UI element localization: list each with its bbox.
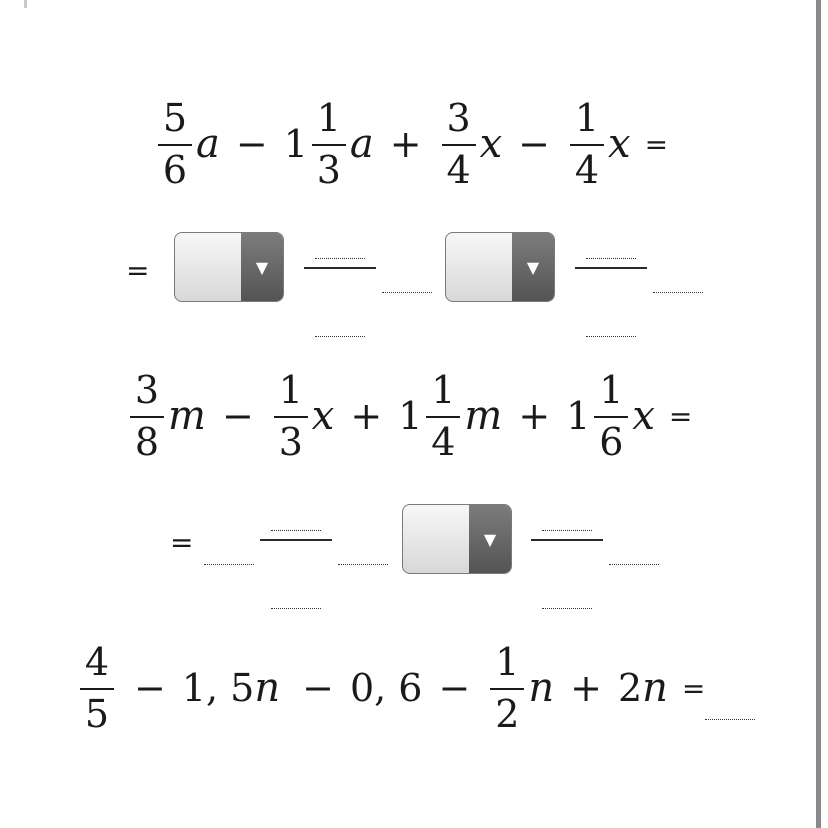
answer-2-denominator-input-2[interactable] (542, 608, 592, 609)
variable: a (349, 121, 374, 167)
operator: + (518, 394, 551, 438)
number: 0, 6 (349, 666, 423, 710)
fraction-bar (304, 267, 376, 269)
variable: x (632, 393, 655, 439)
answer-2-variable-input-2[interactable] (609, 564, 659, 565)
answer-1-numerator-input-1[interactable] (315, 258, 365, 259)
operator: − (134, 666, 166, 710)
answer-2-numerator-input-1[interactable] (271, 530, 321, 531)
frame-edge-right (816, 0, 821, 828)
operator: − (438, 666, 471, 710)
answer-2-sign-dropdown[interactable] (402, 504, 512, 574)
problem-3-expression (76, 642, 705, 734)
variable: a (196, 121, 220, 167)
fraction: $\frac{1}{4}$ (426, 370, 460, 462)
fraction-bar (575, 267, 647, 269)
problem-1-expression (154, 98, 668, 190)
fraction: $\frac{3}{8}$ (130, 370, 164, 462)
answer-1-variable-input-2[interactable] (653, 292, 703, 293)
fraction-bar (531, 539, 603, 541)
fraction: $\frac{5}{6}$ (158, 98, 192, 190)
fraction: $\frac{1}{3}$ (274, 370, 308, 462)
fraction: $\frac{4}{5}$ (80, 642, 114, 734)
equals-sign: = (644, 127, 669, 161)
variable: n (642, 665, 668, 711)
operator: + (570, 666, 602, 710)
answer-1-numerator-input-2[interactable] (586, 258, 636, 259)
answer-2-equals: = (170, 526, 194, 559)
equals-sign: = (668, 399, 693, 433)
answer-1-sign-dropdown-1[interactable] (174, 232, 284, 302)
operator: − (302, 666, 334, 710)
answer-2-variable-input-1[interactable] (338, 564, 388, 565)
whole-number: 1 (283, 122, 308, 166)
fraction: $\frac{1}{2}$ (490, 642, 524, 734)
fraction: $\frac{3}{4}$ (442, 98, 476, 190)
answer-1-equals: = (126, 254, 150, 287)
answer-1-denominator-input-2[interactable] (586, 336, 636, 337)
operator: − (235, 122, 268, 166)
operator: − (518, 122, 550, 166)
fraction: $\frac{1}{6}$ (594, 370, 628, 462)
operator: + (350, 394, 383, 438)
variable: m (168, 393, 206, 439)
frame-edge-left (24, 0, 27, 8)
whole-number: 1 (566, 394, 591, 438)
fraction: $\frac{1}{4}$ (570, 98, 604, 190)
variable: x (608, 121, 631, 167)
variable: m (464, 393, 503, 439)
number: 1, 5 (181, 666, 255, 710)
variable: x (479, 121, 503, 167)
answer-2-sign-input[interactable] (204, 564, 254, 565)
answer-2-numerator-input-2[interactable] (542, 530, 592, 531)
variable: n (254, 665, 281, 711)
chevron-down-icon: ▼ (469, 505, 511, 573)
chevron-down-icon: ▼ (241, 233, 283, 301)
fraction-bar (260, 539, 332, 541)
problem-2-expression (126, 370, 692, 462)
fraction: $\frac{1}{3}$ (312, 98, 346, 190)
chevron-down-icon: ▼ (512, 233, 554, 301)
answer-1-sign-dropdown-2[interactable] (445, 232, 555, 302)
whole-number: 1 (398, 394, 423, 438)
number: 2 (617, 666, 643, 710)
operator: + (389, 122, 422, 166)
variable: n (528, 665, 555, 711)
variable: x (311, 393, 335, 439)
answer-1-denominator-input-1[interactable] (315, 336, 365, 337)
answer-3-input[interactable] (705, 719, 755, 720)
equals-sign: = (681, 671, 706, 705)
answer-1-variable-input-1[interactable] (382, 292, 432, 293)
operator: − (221, 394, 254, 438)
answer-2-denominator-input-1[interactable] (271, 608, 321, 609)
